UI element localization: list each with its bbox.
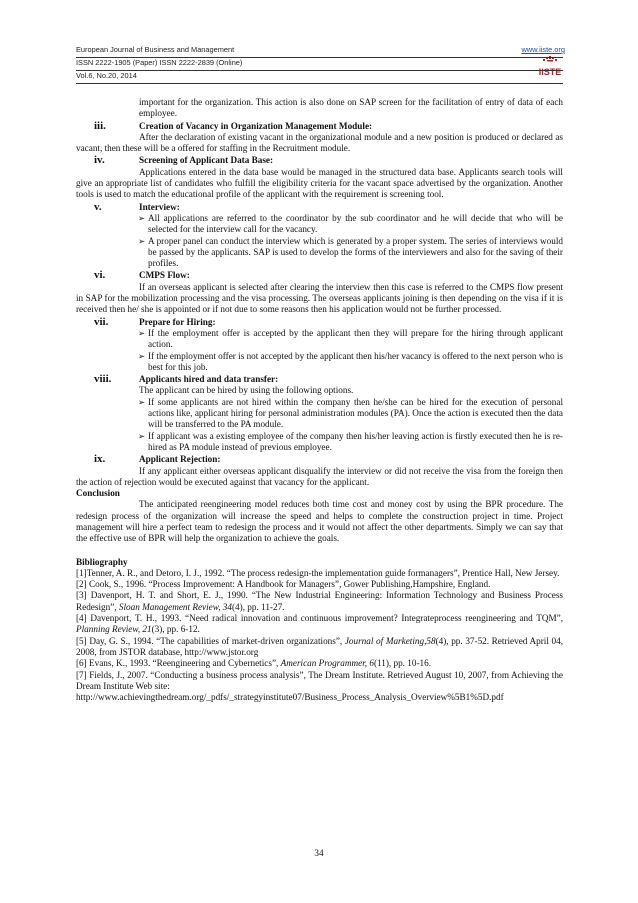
- section-title: Applicants hired and data transfer:: [139, 374, 279, 385]
- section-paragraph: If an overseas applicant is selected after clearing the interview then this case is referred to the CMPS flow present in SAP for the mobilization processing and the visa processing. The overseas applicants joining is then depending on the visa if it is received then he/ she is appointed or if not due to some reasons then his application would not be further processed.: [76, 281, 563, 315]
- section-number: viii.: [94, 373, 112, 386]
- reference-7-url[interactable]: http://www.achievingthedream.org/_pdfs/_strategyinstitute07/Business_Process_Analysis_Overview%5B1%5D.pdf: [76, 692, 504, 703]
- section-number: iv.: [94, 154, 105, 167]
- section-number: v.: [94, 200, 102, 213]
- section-title: Applicant Rejection:: [139, 454, 221, 465]
- section-paragraph: Applications entered in the data base would be managed in the structured data base. Applicants search tools will give an appropriate list of candidates who fulfill the eligibility criteria for the vacant space advertised by the organization. Another tools is used to match the educational profile of the applicant with the requirement is screening tool.: [76, 166, 563, 200]
- reference-2: [2] Cook, S., 1996. “Process Improvement: A Handbook for Managers”, Gower Publishing,Hampshire, England.: [76, 579, 491, 590]
- section-title: Prepare for Hiring:: [139, 316, 216, 327]
- header-rule-2: [76, 70, 563, 71]
- bibliography-heading: Bibliography: [76, 556, 128, 567]
- reference-7: [7] Fields, J., 2007. “Conducting a business process analysis”, The Dream Institute. Retrieved August 10, 2007, from Achieving the Dream Institute Web site:: [76, 669, 563, 691]
- arrow-bullet-icon: ➢: [138, 396, 146, 407]
- section-heading-v: [76, 202, 563, 213]
- arrow-bullet-icon: ➢: [138, 327, 146, 338]
- continued-paragraph: important for the organization. This action is also done on SAP screen for the facilitation of entry of data of each employee.: [139, 97, 563, 119]
- section-number: vi.: [94, 269, 106, 282]
- section-paragraph: After the declaration of existing vacant in the organizational module and a new position is produced or declared as vacant, then these will be a offered for staffing in the Recruitment module.: [76, 131, 563, 154]
- section-heading-viii: [76, 374, 563, 385]
- reference-4: [4] Davenport, T. H., 1993. “Need radical innovation and continuous improvement? Integrateprocess reengineering and TQM”, Planning Review, 21(3), pp. 6-12.: [76, 613, 563, 635]
- iiste-logo: [536, 56, 564, 82]
- section-number: iii.: [94, 119, 106, 132]
- section-heading-vii: [76, 317, 563, 328]
- section-heading-iv: [76, 155, 563, 166]
- bullet-item: ➢ If the employment offer is not accepted by the applicant then his/her vacancy is offered to the next person who is best for this job.: [138, 350, 564, 372]
- reference-1: [1]Tenner, A. R., and Detoro, I. J., 1992. “The process redesign-the implementation guide formanagers”, Prentice Hall, New Jersey.: [76, 567, 560, 578]
- journal-name: European Journal of Business and Management: [76, 45, 235, 54]
- conclusion-heading: Conclusion: [76, 488, 120, 499]
- bullet-item: ➢ All applications are referred to the coordinator by the sub coordinator and he will decide that who will be selected for the interview call for the vacancy.: [138, 212, 563, 235]
- issn-line: ISSN 2222-1905 (Paper) ISSN 2222-2839 (Online): [76, 58, 243, 67]
- section-title: CMPS Flow:: [139, 270, 190, 281]
- section-heading-vi: [76, 270, 563, 281]
- arrow-bullet-icon: ➢: [138, 430, 146, 441]
- section-title: Interview:: [139, 201, 180, 212]
- reference-6: [6] Evans, K., 1993. “Reengineering and Cybernetics”, American Programmer, 6(11), pp. 10-16.: [76, 658, 432, 669]
- section-title: Creation of Vacancy in Organization Management Module:: [139, 120, 373, 131]
- section-heading-ix: [76, 454, 563, 465]
- article-body: [76, 97, 563, 703]
- arrow-bullet-icon: ➢: [138, 235, 146, 246]
- reference-3: [3] Davenport, H. T. and Short, E. J., 1990. “The New Industrial Engineering: Information Technology and Business Process Redesign”, Sloan Management Review, 34(4), pp. 11-27.: [76, 590, 563, 612]
- header-rule-3: [76, 83, 563, 84]
- arrow-bullet-icon: ➢: [138, 350, 146, 361]
- volume-line: Vol.6, No.20, 2014: [76, 71, 137, 80]
- bullet-item: ➢ If some applicants are not hired within the company then he/she can be hired for the execution of personal actions like, applicant hiring for personal administration modules (PA). Once the action is executed then the data will be transferred to the PA module.: [138, 396, 563, 430]
- section-title: Screening of Applicant Data Base:: [139, 155, 274, 166]
- reference-5: [5] Day, G. S., 1994. “The capabilities of market-driven organizations”, Journal of Marketing,58(4), pp. 37-52. Retrieved April 04, 2008, from JSTOR database, http://www.jstor.org: [76, 635, 563, 657]
- section-paragraph: If any applicant either overseas applicant disqualify the interview or did not receive the visa from the foreign then the action of rejection would be executed against that vacancy for the applicant.: [76, 465, 563, 487]
- section-number: vii.: [94, 315, 109, 328]
- arrow-bullet-icon: ➢: [138, 212, 146, 223]
- conclusion-paragraph: The anticipated reengineering model reduces both time cost and money cost by using the BPR procedure. The redesign process of the organization will increase the speed and helps to complete the construction project in time. Project management will hire a perfect team to redesign the process and it would not affect the other departments. Simply we can say that the effective use of BPR will help the organization to achieve the goals.: [76, 499, 563, 544]
- header-rule-1: [76, 57, 563, 58]
- section-lead: The applicant can be hired by using the following options.: [139, 385, 354, 396]
- bullet-item: ➢ If applicant was a existing employee of the company then his/her leaving action is firstly executed then he is re-hired as PA module instead of previous employee.: [138, 430, 563, 452]
- page-number: 34: [314, 848, 324, 858]
- journal-url-link[interactable]: www.iiste.org: [521, 45, 565, 54]
- logo-text: IISTE: [538, 67, 562, 77]
- section-heading-iii: [76, 121, 563, 132]
- section-number: ix.: [94, 453, 106, 466]
- bullet-item: ➢ A proper panel can conduct the interview which is generated by a proper system. The series of interviews would be passed by the applicants. SAP is used to develop the forms of the interviewers and also for the saving of their profiles.: [138, 235, 563, 269]
- bullet-item: ➢ If the employment offer is accepted by the applicant then they will prepare for the hiring through applicant action.: [138, 327, 563, 350]
